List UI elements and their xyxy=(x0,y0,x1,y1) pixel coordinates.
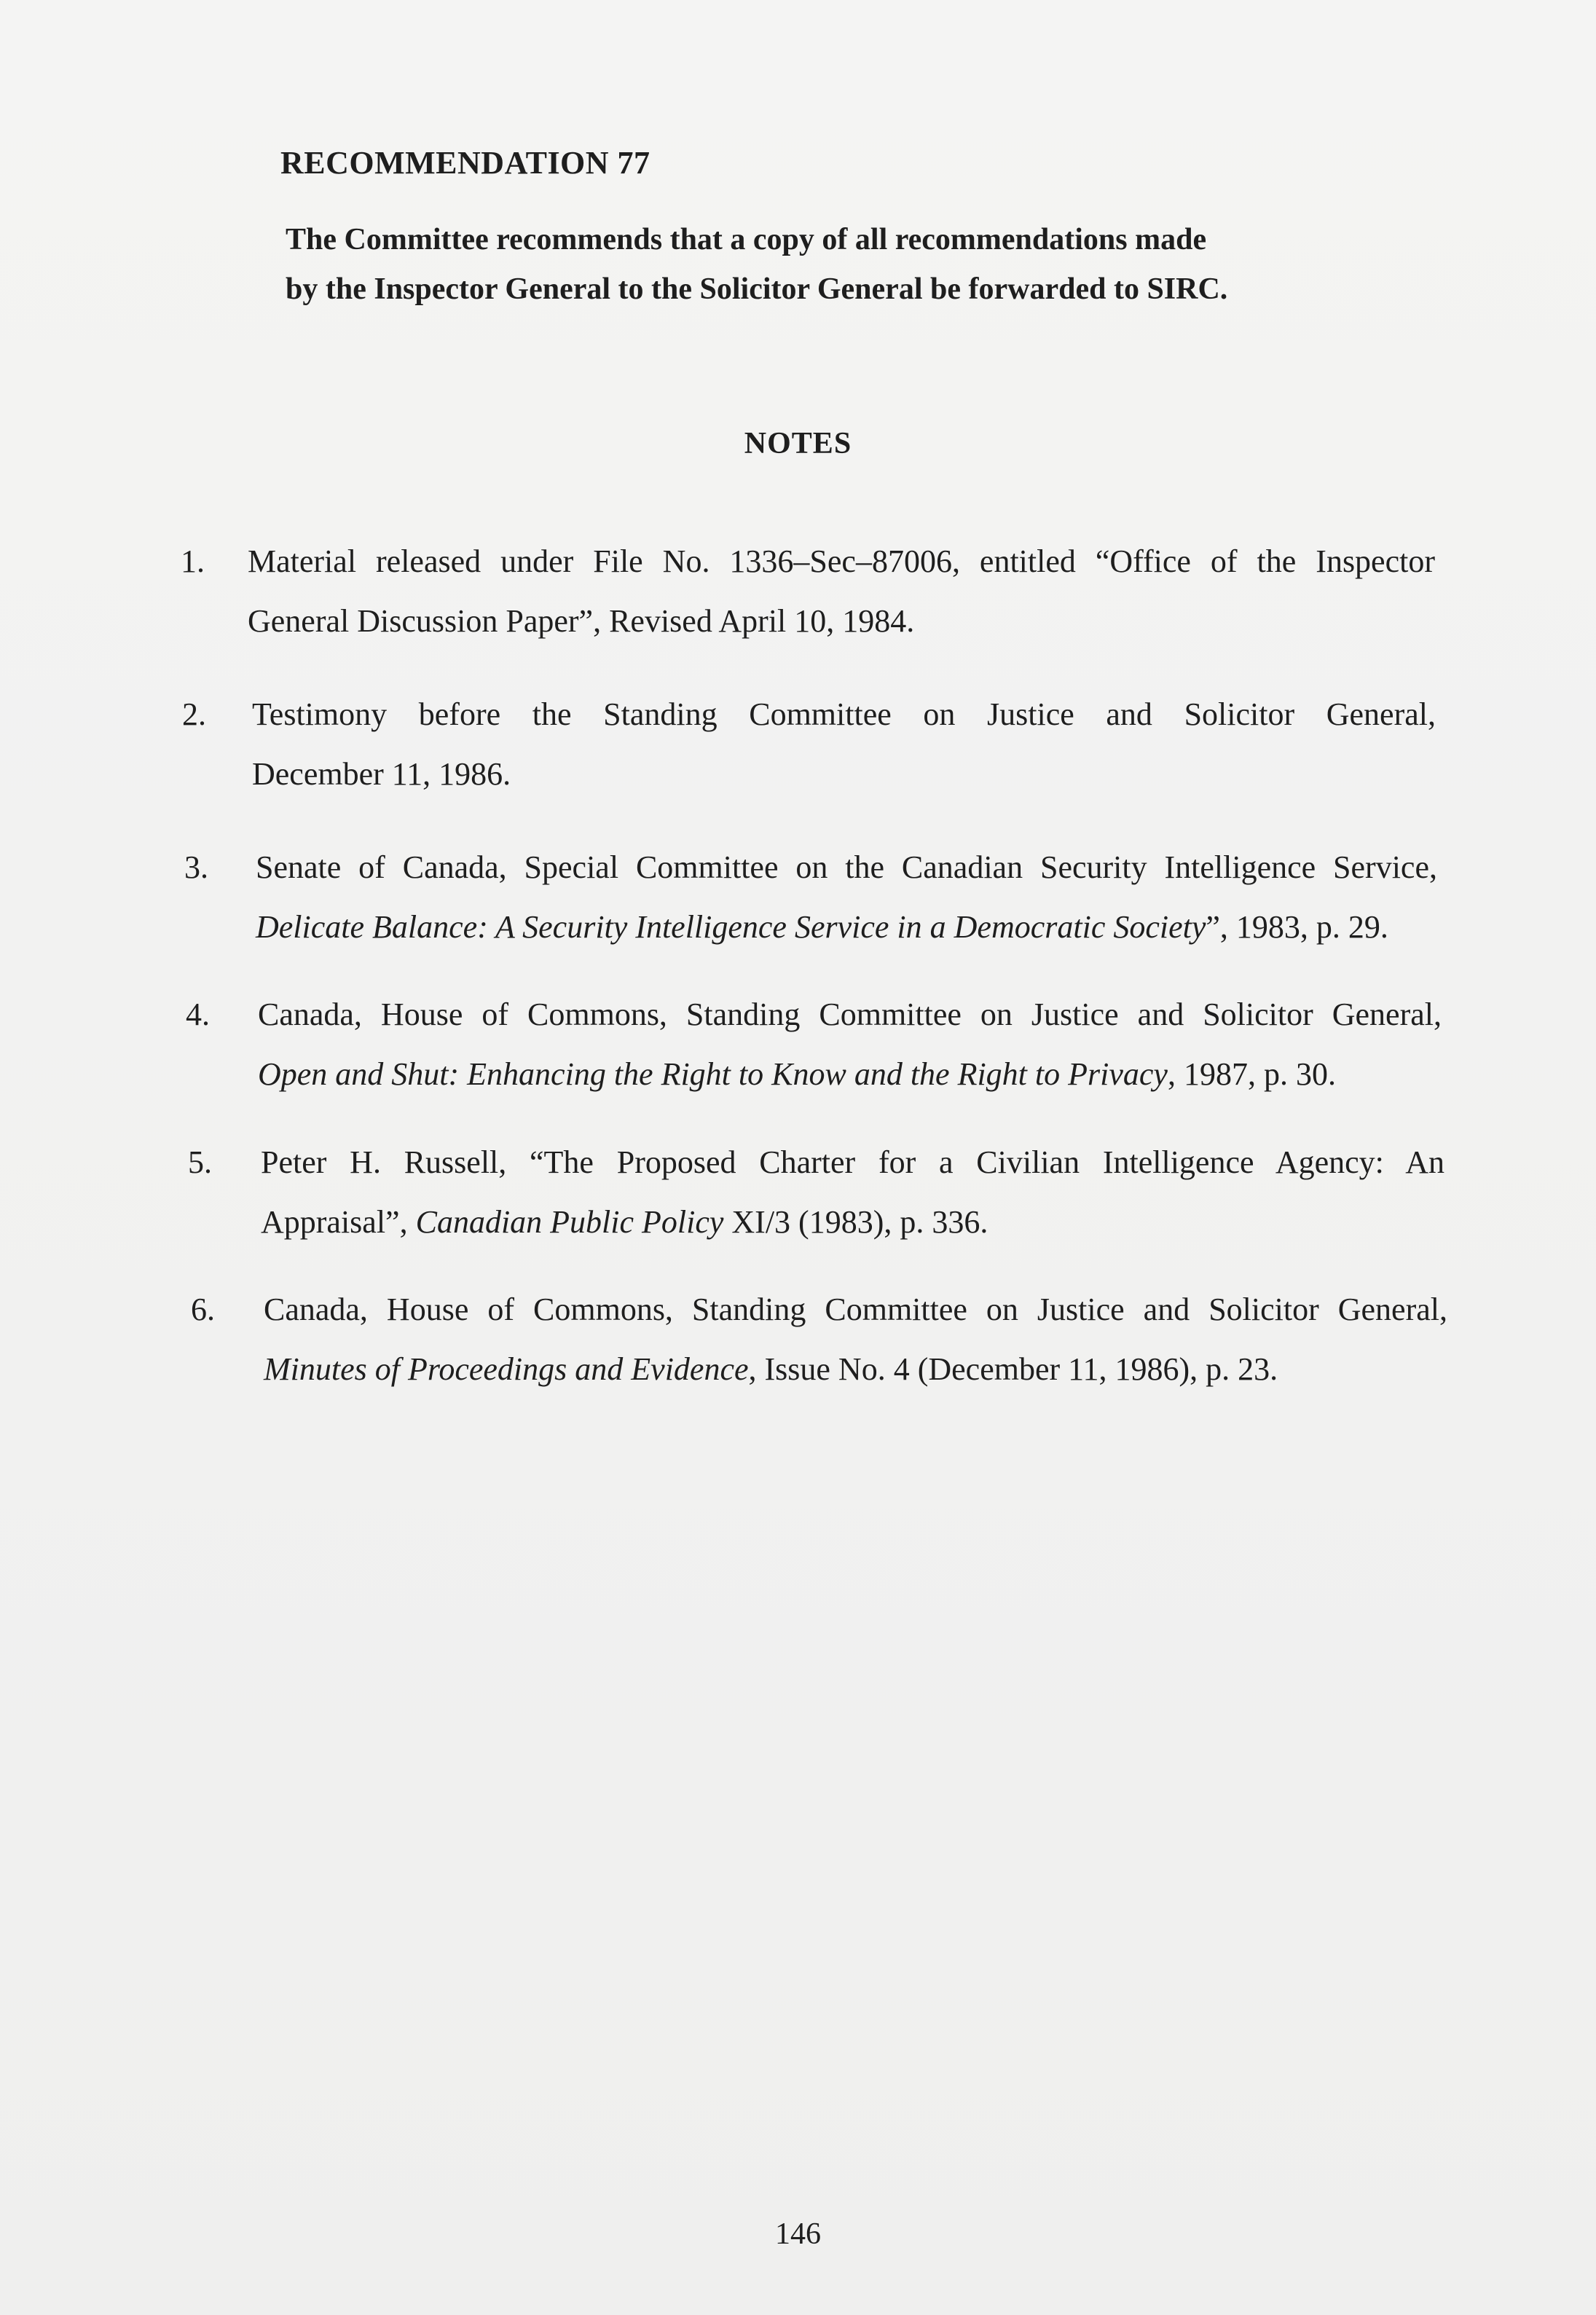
notes-heading: NOTES xyxy=(744,427,852,460)
note-line-1: Material released under File No. 1336–Sec–87006, entitled “Office of the Inspector xyxy=(248,543,1435,579)
note-citation-rest: XI/3 (1983), p. 336. xyxy=(723,1204,988,1240)
note-text xyxy=(256,838,1437,957)
note-title-italic: Canadian Public Policy xyxy=(415,1204,724,1240)
recommendation-line-1: The Committee recommends that a copy of all recommendations made xyxy=(286,223,1207,256)
note-text xyxy=(261,1133,1444,1252)
note-text xyxy=(264,1280,1447,1399)
note-citation-rest: ”, 1983, p. 29. xyxy=(1206,909,1388,945)
note-citation-rest: , 1987, p. 30. xyxy=(1167,1056,1336,1092)
note-number: 6. xyxy=(191,1292,215,1327)
note-line-1: Canada, House of Commons, Standing Committee on Justice and Solicitor General, xyxy=(264,1292,1447,1327)
note-line-2 xyxy=(264,1340,1447,1399)
note-number: 5. xyxy=(188,1144,212,1180)
note-citation-pre: Appraisal”, xyxy=(261,1204,416,1240)
recommendation-line-2: by the Inspector General to the Solicitor General be forwarded to SIRC. xyxy=(286,272,1228,306)
note-text xyxy=(252,685,1436,804)
note-number: 4. xyxy=(186,997,210,1032)
note-title-italic: Open and Shut: Enhancing the Right to Know and the Right to Privacy xyxy=(258,1056,1168,1092)
note-number: 2. xyxy=(182,696,206,732)
note-line-2 xyxy=(261,1192,1444,1252)
note-line-1: Senate of Canada, Special Committee on the Canadian Security Intelligence Service, xyxy=(256,849,1437,885)
note-line-2: December 11, 1986. xyxy=(252,756,511,792)
note-line-2 xyxy=(258,1045,1442,1104)
note-title-italic: Delicate Balance: A Security Intelligence Service in a Democratic Society xyxy=(256,909,1206,945)
note-number: 1. xyxy=(181,543,205,579)
note-line-1: Peter H. Russell, “The Proposed Charter for a Civilian Intelligence Agency: An xyxy=(261,1144,1444,1180)
note-title-italic: Minutes of Proceedings and Evidence xyxy=(264,1351,749,1387)
page-number: 146 xyxy=(775,2217,821,2251)
recommendation-text xyxy=(286,215,1334,314)
note-line-1: Testimony before the Standing Committee on Justice and Solicitor General, xyxy=(252,696,1436,732)
note-text xyxy=(258,985,1442,1104)
note-line-2: General Discussion Paper”, Revised April 10, 1984. xyxy=(248,603,915,639)
note-number: 3. xyxy=(184,849,208,885)
note-line-1: Canada, House of Commons, Standing Committee on Justice and Solicitor General, xyxy=(258,997,1442,1032)
recommendation-heading: RECOMMENDATION 77 xyxy=(280,145,650,181)
note-text xyxy=(248,532,1435,651)
note-citation-rest: , Issue No. 4 (December 11, 1986), p. 23. xyxy=(748,1351,1278,1387)
note-line-2 xyxy=(256,897,1437,957)
